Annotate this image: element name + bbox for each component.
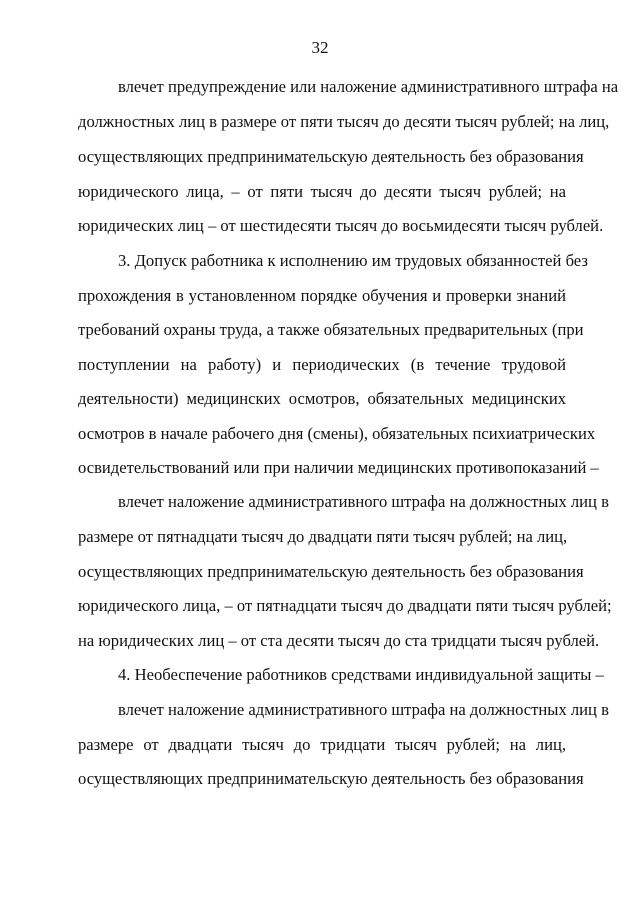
text-line: деятельности) медицинских осмотров, обязательных медицинских xyxy=(78,389,566,408)
text-line: требований охраны труда, а также обязательных предварительных (при xyxy=(78,320,584,339)
text-line: осуществляющих предпринимательскую деятельность без образования xyxy=(78,769,584,788)
text-line: влечет наложение административного штрафа на должностных лиц в xyxy=(118,700,609,719)
text-line: 4. Необеспечение работников средствами индивидуальной защиты – xyxy=(118,665,604,684)
text-line: юридических лиц – от шестидесяти тысяч до восьмидесяти тысяч рублей. xyxy=(78,216,604,235)
text-line: размере от двадцати тысяч до тридцати тысяч рублей; на лиц, xyxy=(78,735,566,754)
text-line: поступлении на работу) и периодических (в течение трудовой xyxy=(78,355,566,374)
text-line: влечет предупреждение или наложение административного штрафа на xyxy=(118,77,619,96)
text-line: размере от пятнадцати тысяч до двадцати пяти тысяч рублей; на лиц, xyxy=(78,527,568,546)
text-line: юридического лица, – от пятнадцати тысяч до двадцати пяти тысяч рублей; xyxy=(78,596,612,615)
text-line: 3. Допуск работника к исполнению им трудовых обязанностей без xyxy=(118,251,588,270)
text-line: осуществляющих предпринимательскую деятельность без образования xyxy=(78,147,584,166)
page-number: 32 xyxy=(311,38,329,57)
text-line: осуществляющих предпринимательскую деятельность без образования xyxy=(78,562,584,581)
text-line: влечет наложение административного штрафа на должностных лиц в xyxy=(118,492,609,511)
text-line: осмотров в начале рабочего дня (смены), обязательных психиатрических xyxy=(78,424,596,443)
text-line: прохождения в установленном порядке обучения и проверки знаний xyxy=(78,286,566,305)
text-line: должностных лиц в размере от пяти тысяч до десяти тысяч рублей; на лиц, xyxy=(78,112,610,131)
text-line: освидетельствований или при наличии медицинских противопоказаний – xyxy=(78,458,599,477)
text-line: юридического лица, – от пяти тысяч до десяти тысяч рублей; на xyxy=(78,182,566,201)
text-line: на юридических лиц – от ста десяти тысяч до ста тридцати тысяч рублей. xyxy=(78,631,600,650)
